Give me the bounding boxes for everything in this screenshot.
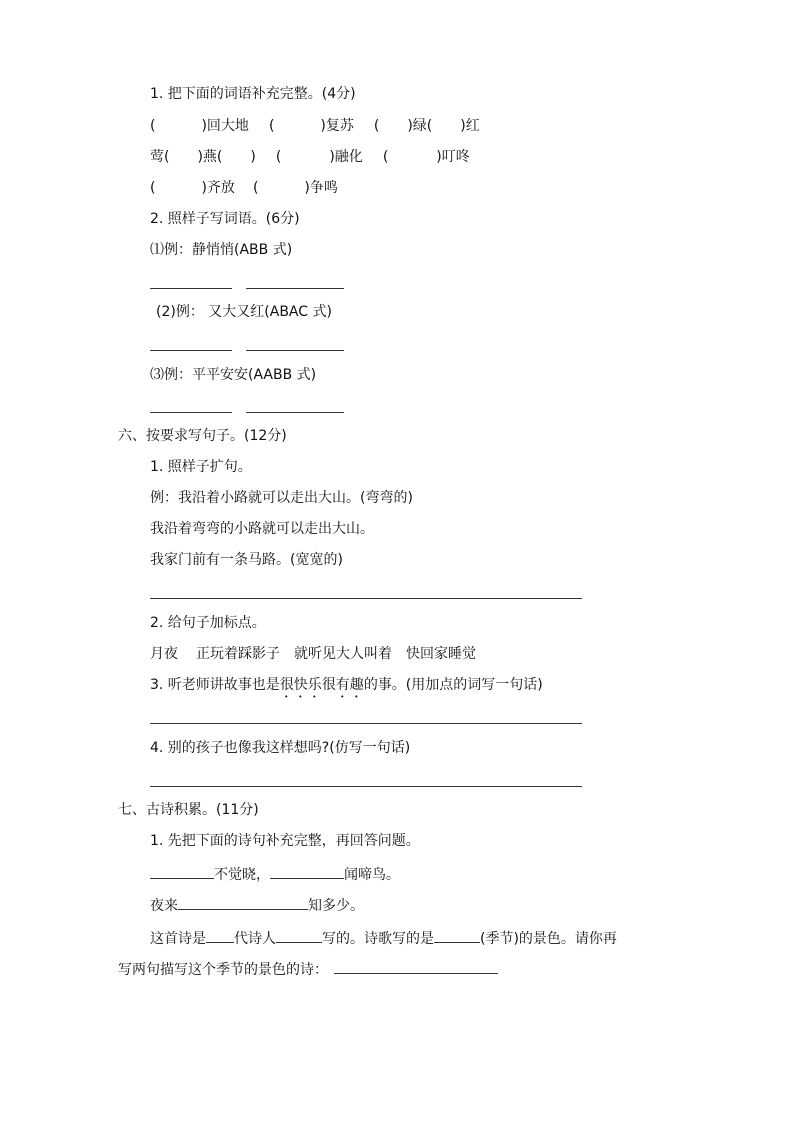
poem-line-2 [150, 893, 364, 913]
q6-4-title: 4. 别的孩子也像我这样想吗?(仿写一句话) [150, 740, 411, 756]
word-part: 莺( [150, 149, 170, 165]
blank-underline[interactable] [434, 926, 480, 943]
section-7-title: 七、古诗积累。(11分) [118, 802, 259, 818]
sentence-part: 正玩着踩影子 [196, 646, 280, 662]
sentence-part: 就听见大人叫着 [294, 646, 392, 662]
answer-line[interactable] [150, 350, 232, 351]
answer-line[interactable] [150, 786, 582, 787]
q6-1-task: 我家门前有一条马路。(宽宽的) [150, 552, 343, 568]
q6-1-title: 1. 照样子扩句。 [150, 459, 252, 475]
paren-open: ( [150, 118, 156, 134]
poem-line-1 [150, 862, 400, 882]
word-part: )叮咚 [436, 149, 470, 165]
q5-2-title: 2. 照样子写词语。(6分) [150, 211, 300, 227]
q6-3-title [150, 675, 543, 695]
q6-1-answer: 我沿着弯弯的小路就可以走出大山。 [150, 521, 374, 537]
blank-underline[interactable] [150, 862, 214, 879]
word-part: )复苏 [320, 118, 354, 134]
answer-line[interactable] [246, 412, 344, 413]
question-text: 的事。(用加点的词写一句话) [363, 677, 543, 693]
word-part: )绿( [407, 118, 433, 134]
poem-text: 知多少。 [308, 898, 364, 914]
word-part: )红 [460, 118, 480, 134]
blank-underline[interactable] [334, 957, 498, 974]
q7-1-title: 1. 先把下面的诗句补充完整，再回答问题。 [150, 833, 420, 849]
paren-open: ( [275, 149, 282, 165]
question-text: 3. 听老师讲故事也是 [150, 677, 280, 693]
blank-underline[interactable] [270, 862, 344, 879]
answer-line[interactable] [150, 412, 232, 413]
question-text: 这首诗是 [150, 931, 206, 947]
paren-close: ) [250, 149, 256, 165]
q6-1-example: 例：我沿着小路就可以走出大山。(弯弯的) [150, 490, 413, 506]
sentence-part: 快回家睡觉 [406, 646, 476, 662]
dotted-word: 有趣 [335, 677, 364, 693]
poem-text: 不觉晓， [214, 867, 270, 883]
blank-underline[interactable] [206, 926, 234, 943]
q7-1-question-cont [118, 957, 498, 977]
q6-2-title: 2. 给句子加标点。 [150, 615, 266, 631]
fill-row-3 [150, 178, 338, 198]
question-text: 写的。诗歌写的是 [322, 931, 434, 947]
question-text: 代诗人 [234, 931, 276, 947]
paren-open: ( [268, 118, 275, 134]
question-text: 写两句描写这个季节的景色的诗： [118, 962, 328, 978]
paren-open: ( [252, 180, 259, 196]
word-part: )争鸣 [304, 180, 338, 196]
q5-2-example-2: (2)例： 又大又红(ABAC 式) [156, 304, 332, 320]
paren-open: ( [373, 118, 380, 134]
section-6-title: 六、按要求写句子。(12分) [118, 428, 287, 444]
q6-2-sentence [150, 644, 476, 664]
answer-line[interactable] [150, 598, 582, 599]
sentence-part: 月夜 [150, 646, 178, 662]
answer-line[interactable] [246, 288, 344, 289]
answer-line[interactable] [150, 288, 232, 289]
word-part: )回大地 [201, 118, 249, 134]
fill-row-1 [150, 116, 480, 136]
fill-row-2 [150, 147, 470, 167]
q5-2-example-3: ⑶例：平平安安(AABB 式) [150, 367, 317, 383]
question-text: (季节)的景色。请你再 [480, 931, 617, 947]
poem-text: 夜来 [150, 898, 178, 914]
word-part: )燕( [197, 149, 223, 165]
paren-open: ( [382, 149, 389, 165]
q5-2-example-1: ⑴例：静悄悄(ABB 式) [150, 242, 293, 258]
poem-text: 闻啼鸟。 [344, 867, 400, 883]
answer-line[interactable] [150, 723, 582, 724]
blank-underline[interactable] [276, 926, 322, 943]
question-text: 很 [321, 677, 336, 693]
dotted-word: 很快乐 [279, 677, 322, 693]
word-part: )融化 [329, 149, 363, 165]
answer-line[interactable] [246, 350, 344, 351]
paren-open: ( [150, 180, 156, 196]
q7-1-question [150, 926, 617, 946]
blank-underline[interactable] [178, 893, 308, 910]
word-part: )齐放 [201, 180, 235, 196]
q5-1-title: 1. 把下面的词语补充完整。(4分) [150, 86, 356, 102]
